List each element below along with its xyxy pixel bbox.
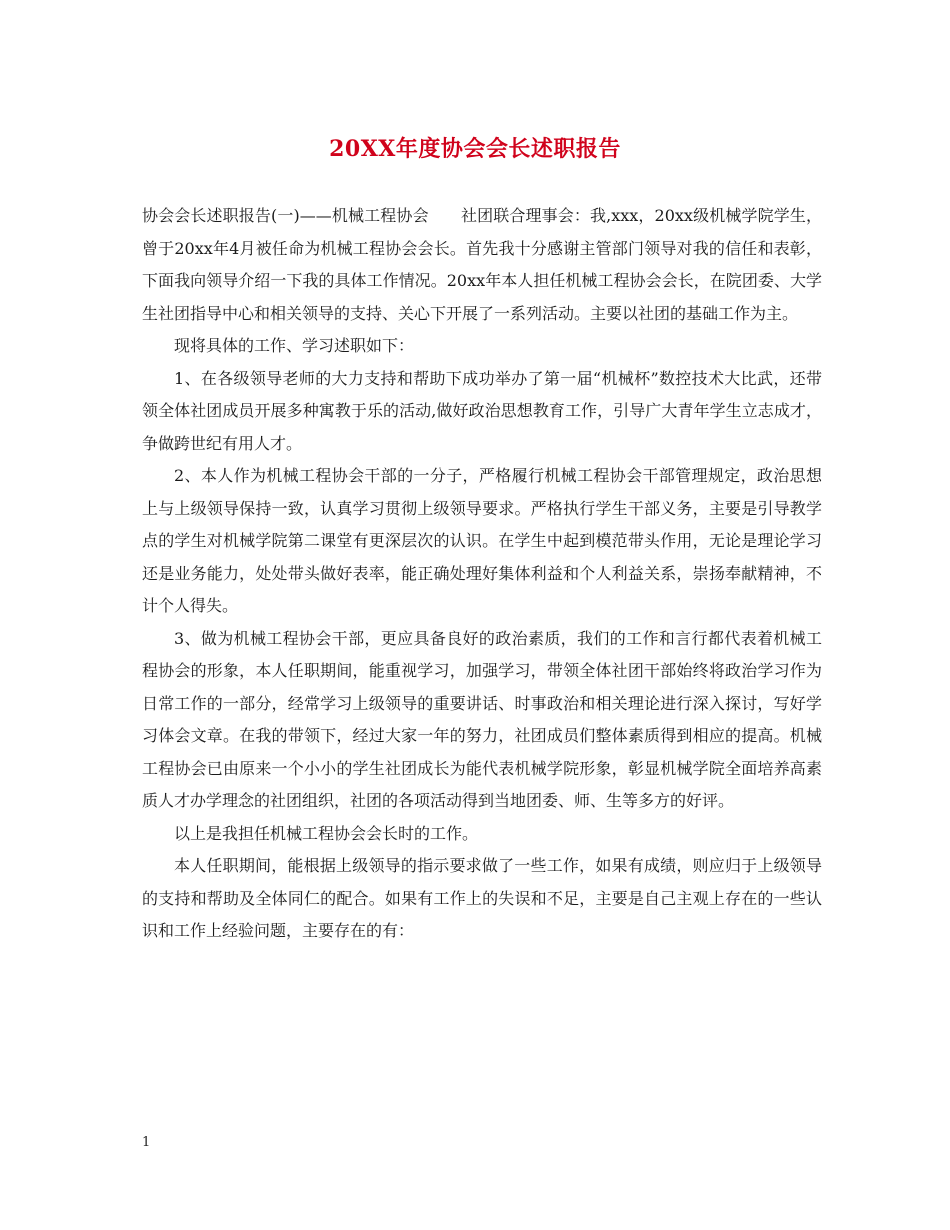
paragraph-reflection: 本人任职期间，能根据上级领导的指示要求做了一些工作，如果有成绩，则应归于上级领导的支持和帮助及全体同仁的配合。如果有工作上的失误和不足，主要是自己主观上存在的一些认识和工作上经验问题，主要存在的有： xyxy=(142,856,822,940)
document-body xyxy=(142,200,822,948)
paragraph-summary: 以上是我担任机械工程协会会长时的工作。 xyxy=(174,823,479,843)
document-title: 20XX年度协会会长述职报告 xyxy=(329,136,621,162)
page-number: 1 xyxy=(142,1135,151,1150)
paragraph-item-3: 3、做为机械工程协会干部，更应具备良好的政治素质，我们的工作和言行都代表着机械工程协会的形象，本人任职期间，能重视学习，加强学习，带领全体社团干部始终将政治学习作为日常工作的一部分，经常学习上级领导的重要讲话、时事政治和相关理论进行深入探讨，写好学习体会文章。在我的带领下，经过大家一年的努力，社团成员们整体素质得到相应的提高。机械工程协会已由原来一个小小的学生社团成长为能代表机械学院形象，彰显机械学院全面培养高素质人才办学理念的社团组织，社团的各项活动得到当地团委、师、生等多方的好评。 xyxy=(142,628,822,810)
paragraph-intro: 协会会长述职报告(一)——机械工程协会 社团联合理事会：我,xxx，20xx级机械学院学生，曾于20xx年4月被任命为机械工程协会会长。首先我十分感谢主管部门领导对我的信任和表彰，下面我向领导介绍一下我的具体工作情况。20xx年本人担任机械工程协会会长，在院团委、大学生社团指导中心和相关领导的支持、关心下开展了一系列活动。主要以社团的基础工作为主。 xyxy=(142,206,822,323)
paragraph-item-2: 2、本人作为机械工程协会干部的一分子，严格履行机械工程协会干部管理规定，政治思想上与上级领导保持一致，认真学习贯彻上级领导要求。严格执行学生干部义务，主要是引导教学点的学生对机械学院第二课堂有更深层次的认识。在学生中起到模范带头作用，无论是理论学习还是业务能力，处处带头做好表率，能正确处理好集体利益和个人利益关系，崇扬奉献精神，不计个人得失。 xyxy=(142,466,822,615)
paragraph-item-1: 1、在各级领导老师的大力支持和帮助下成功举办了第一届“机械杯”数控技术大比武，还带领全体社团成员开展多种寓教于乐的活动,做好政治思想教育工作，引导广大青年学生立志成才，争做跨世纪有用人才。 xyxy=(142,368,822,453)
paragraph-outline: 现将具体的工作、学习述职如下： xyxy=(174,336,415,355)
